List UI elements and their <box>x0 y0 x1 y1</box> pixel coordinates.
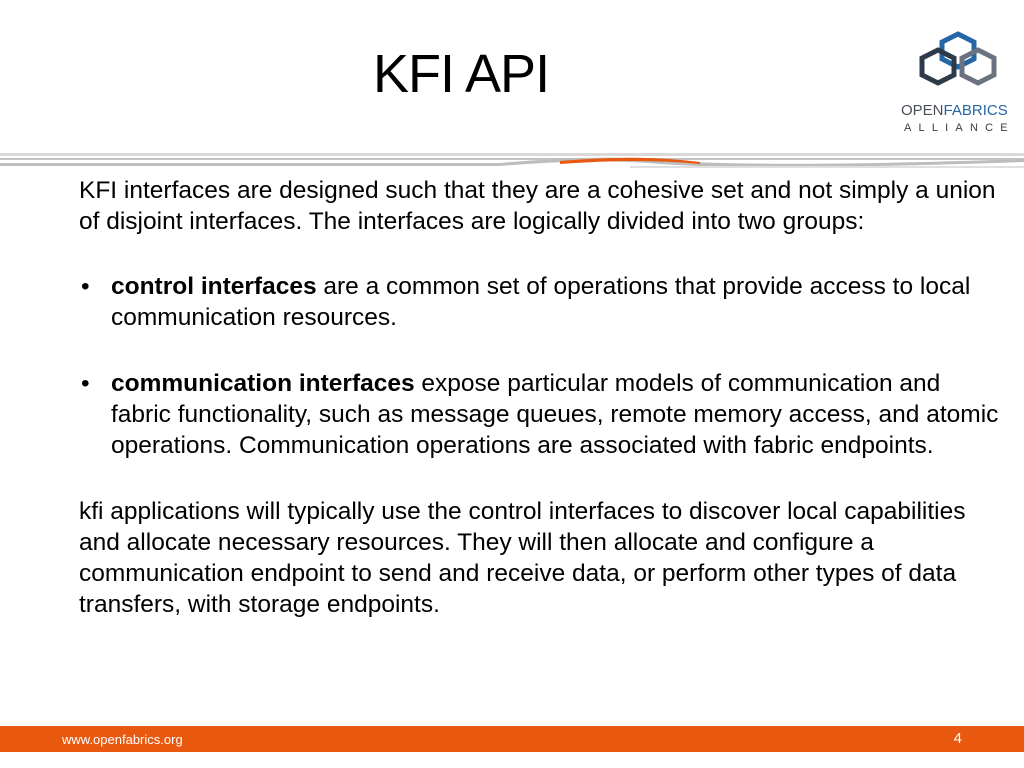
openfabrics-logo <box>898 30 1020 140</box>
bullet-term: control interfaces <box>111 273 317 300</box>
header-divider <box>0 150 1024 172</box>
bullet-control-interfaces <box>79 271 999 333</box>
bullet-text: are a common set of operations that provide access to local communication resources. <box>111 273 971 331</box>
bullet-marker: • <box>81 370 90 397</box>
logo-alliance: ALLIANCE <box>904 122 1015 134</box>
page-number: 4 <box>953 730 962 747</box>
closing-paragraph: kfi applications will typically use the control interfaces to discover local capabilities and allocate necessary resources. They will then allocate and configure a communication endpoint to send and receive data, or perform other types of data transfers, with storage endpoints. <box>79 498 966 618</box>
bullet-marker: • <box>81 273 90 300</box>
bullet-term: communication interfaces <box>111 370 415 397</box>
bullet-text: expose particular models of communication and fabric functionality, such as message queues, remote memory access, and atomic operations. Communication operations are associated with fabric endpoints. <box>111 370 999 459</box>
intro-paragraph: KFI interfaces are designed such that they are a cohesive set and not simply a union of disjoint interfaces. The interfaces are logically divided into two groups: <box>79 177 996 235</box>
slide-title: KFI API <box>373 44 550 104</box>
slide-body <box>79 175 999 620</box>
hexagon-logo-icon <box>916 30 1000 100</box>
bullet-communication-interfaces <box>79 368 999 461</box>
footer-bar <box>0 726 1024 752</box>
footer-url: www.openfabrics.org <box>62 732 183 747</box>
logo-wordmark: OPENFABRICS <box>901 102 1008 119</box>
